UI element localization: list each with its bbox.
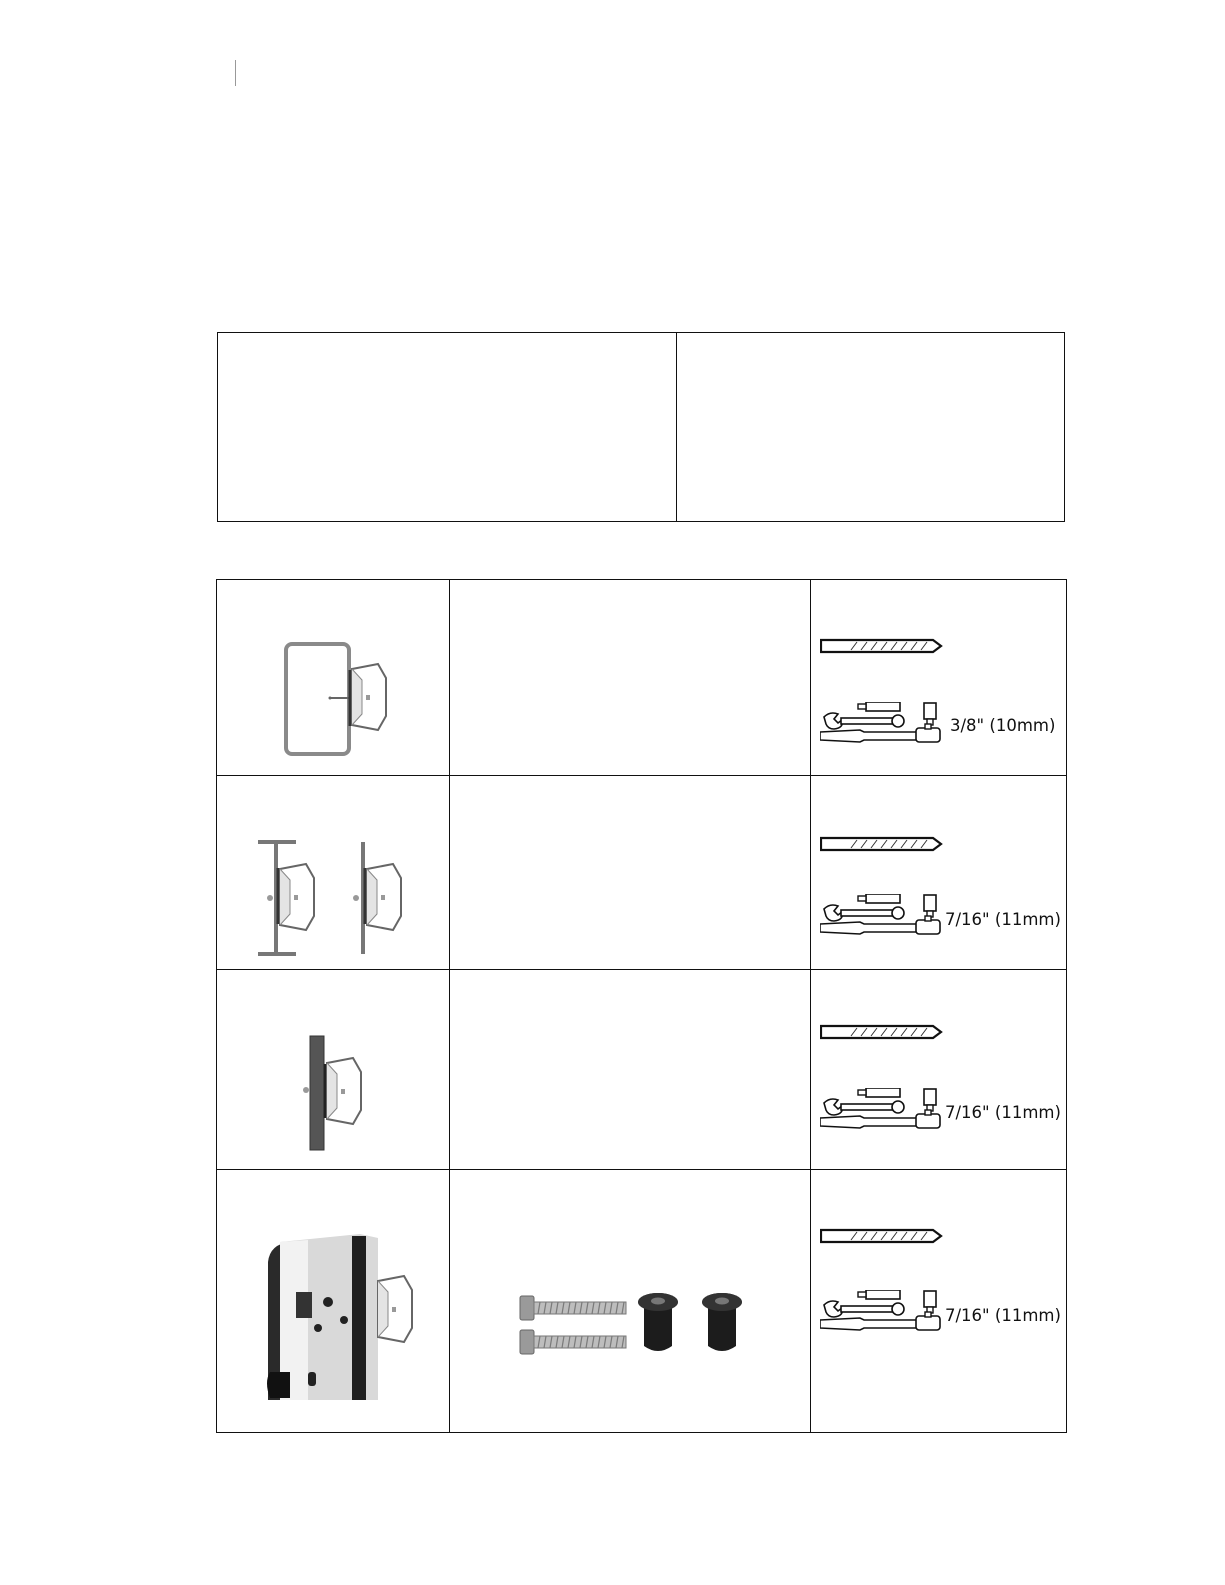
tool-size-label: 3/8" (10mm) [950,716,1056,735]
column-divider [810,579,811,1433]
info-table [217,332,1065,522]
mirror-housing-photo [260,1232,420,1402]
wrench-socket-icon [820,702,944,746]
plate-mount-diagram [300,1034,400,1152]
drill-bit-icon [820,836,944,852]
drill-bit-icon [820,1228,944,1244]
tool-size-label: 7/16" (11mm) [945,910,1061,929]
wrench-socket-icon [820,1088,944,1132]
info-table-divider [676,332,677,522]
beam-mount-diagram [256,836,426,956]
wrench-socket-icon [820,894,944,938]
drill-bit-icon [820,638,944,654]
row-divider [216,1169,1067,1170]
tool-size-label: 7/16" (11mm) [945,1103,1061,1122]
tool-size-label: 7/16" (11mm) [945,1306,1061,1325]
row-divider [216,775,1067,776]
column-divider [449,579,450,1433]
drill-bit-icon [820,1024,944,1040]
row-divider [216,969,1067,970]
header-rule [235,60,236,86]
bolts-and-grommets-photo [518,1290,768,1380]
tube-frame-diagram [280,640,400,760]
wrench-socket-icon [820,1290,944,1334]
